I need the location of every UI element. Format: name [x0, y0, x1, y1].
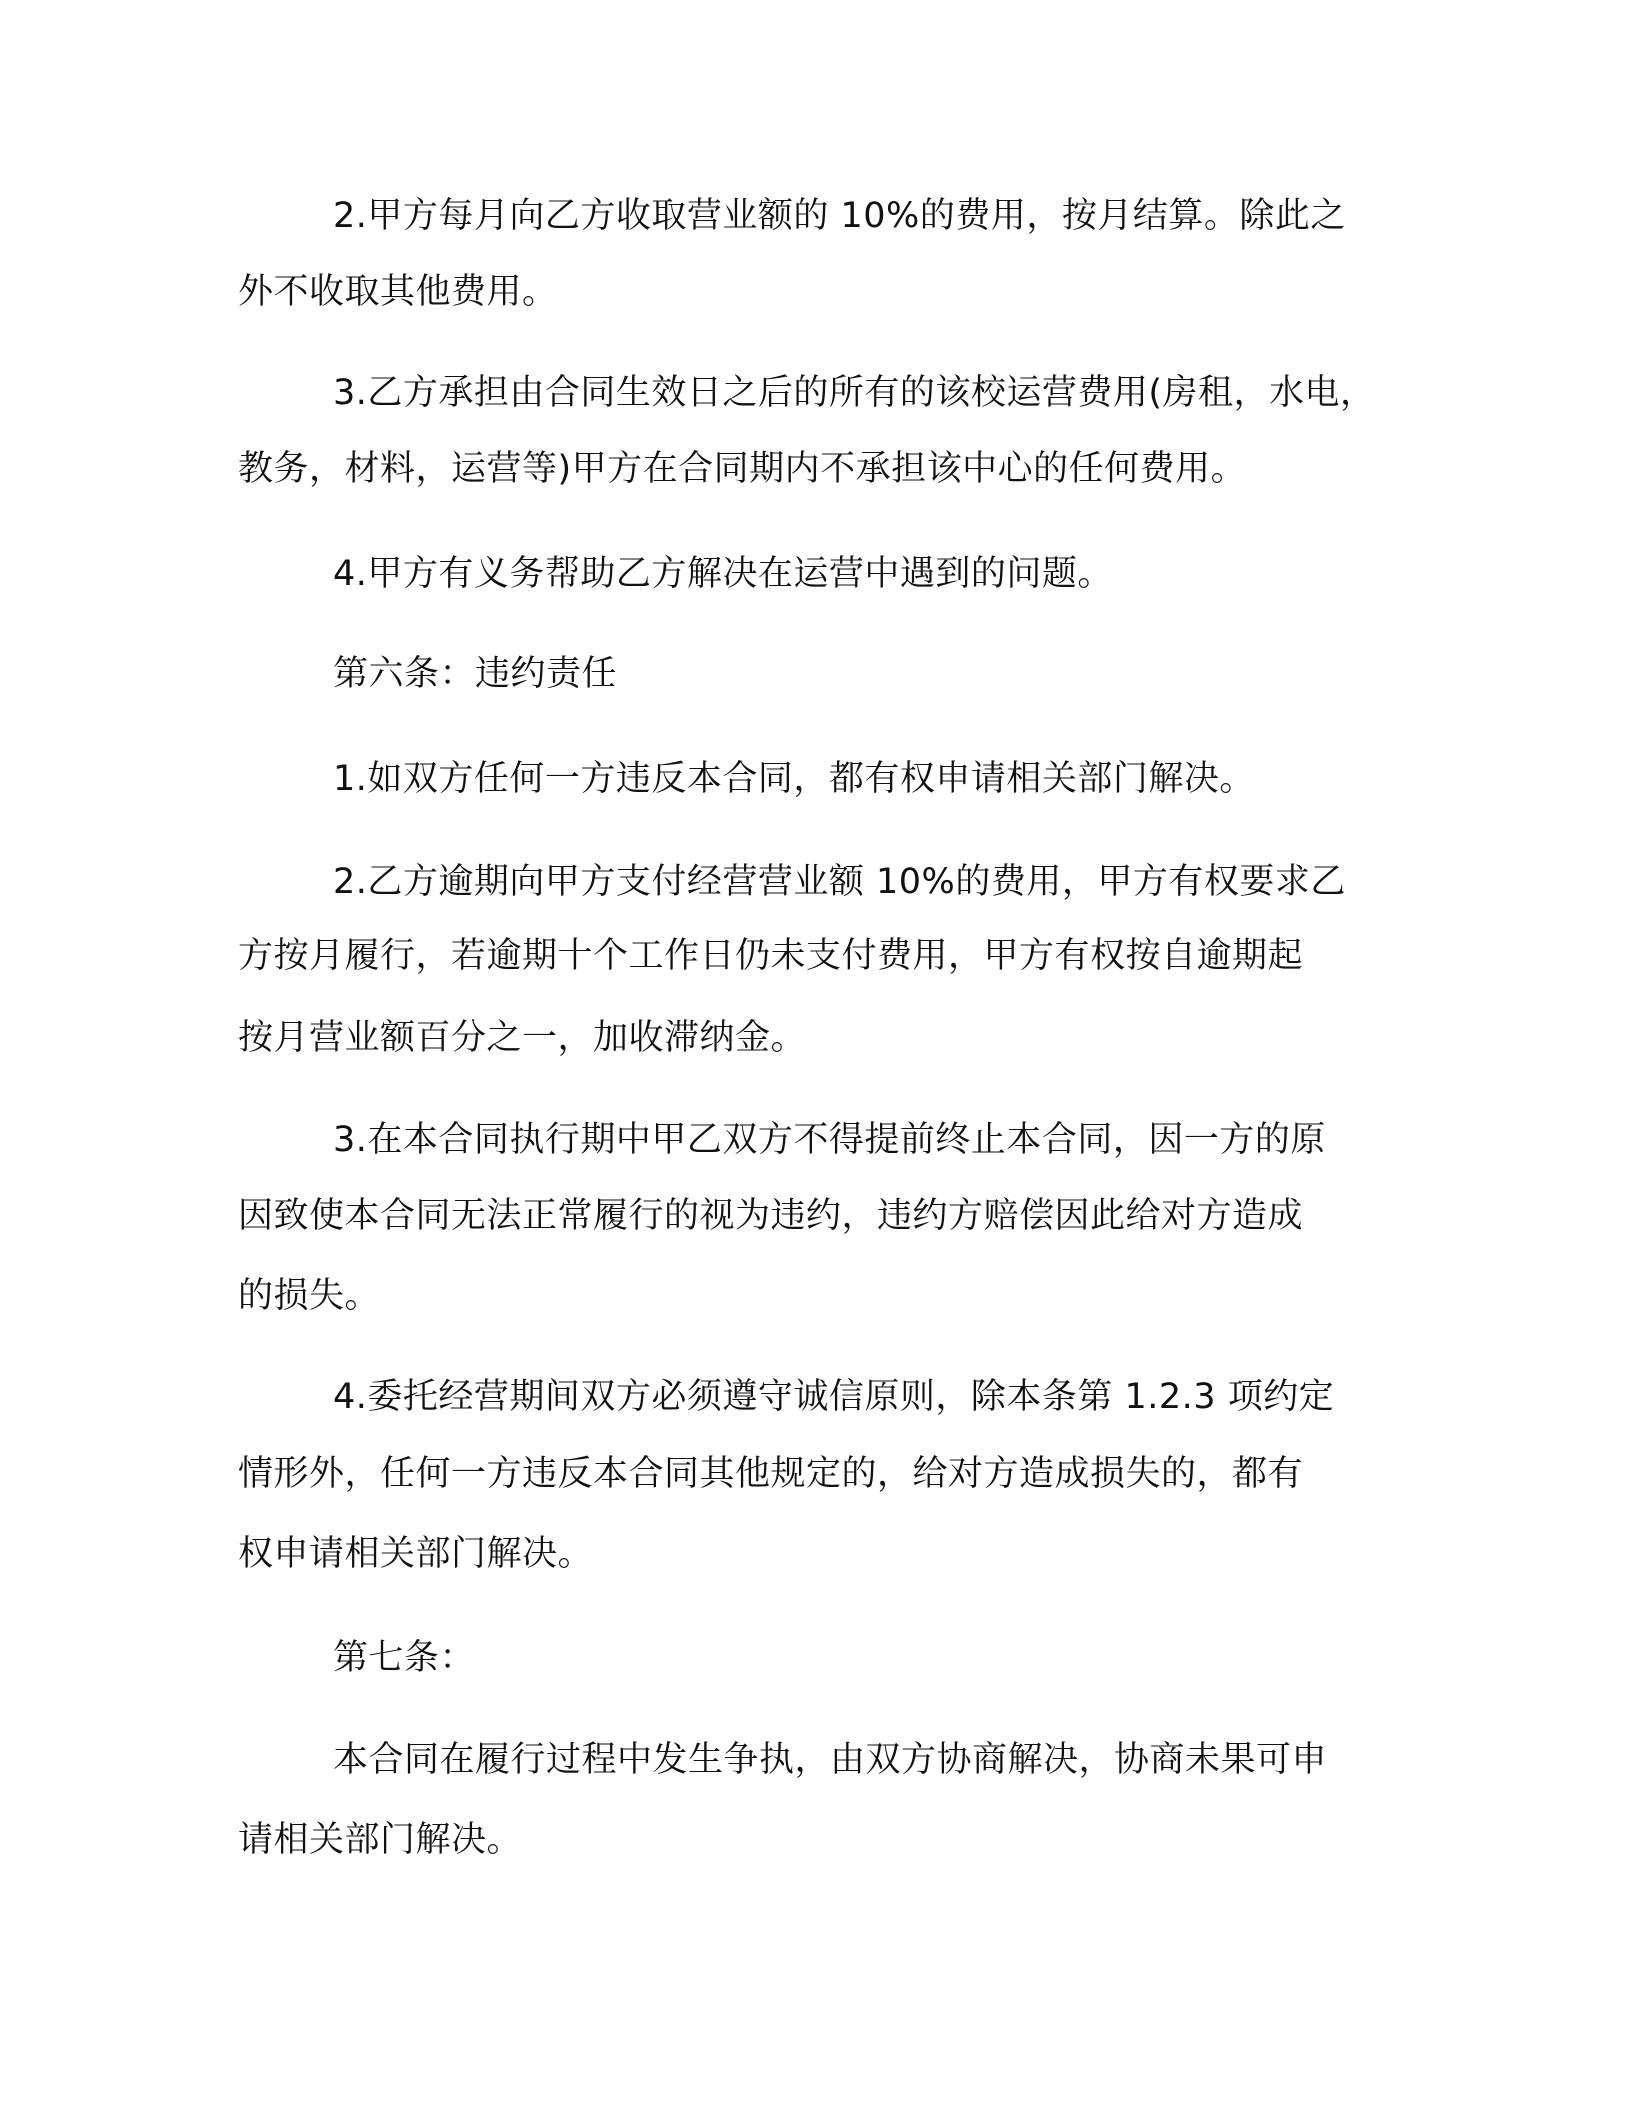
clause-5-item-3-line-1: 3.乙方承担由合同生效日之后的所有的该校运营费用(房租，水电，: [333, 373, 1376, 413]
clause-6-item-1: 1.如双方任何一方违反本合同，都有权申请相关部门解决。: [333, 759, 1255, 799]
clause-6-item-2-line-3: 按月营业额百分之一，加收滞纳金。: [238, 1018, 807, 1058]
clause-5-item-3-line-2: 教务，材料，运营等)甲方在合同期内不承担该中心的任何费用。: [238, 449, 1247, 489]
clause-7-heading: 第七条：: [333, 1638, 476, 1678]
clause-6-item-4-line-3: 权申请相关部门解决。: [238, 1534, 594, 1574]
clause-6-item-2-line-2: 方按月履行，若逾期十个工作日仍未支付费用，甲方有权按自逾期起: [238, 936, 1304, 976]
clause-5-item-4: 4.甲方有义务帮助乙方解决在运营中遇到的问题。: [333, 554, 1113, 594]
clause-6-item-4-line-1: 4.委托经营期间双方必须遵守诚信原则，除本条第 1.2.3 项约定: [333, 1377, 1335, 1417]
clause-7-body-line-2: 请相关部门解决。: [238, 1820, 523, 1860]
clause-6-item-3-line-3: 的损失。: [238, 1276, 381, 1316]
clause-6-item-2-line-1: 2.乙方逾期向甲方支付经营营业额 10%的费用，甲方有权要求乙: [333, 862, 1346, 902]
clause-5-item-2-line-2: 外不收取其他费用。: [238, 272, 558, 312]
clause-5-item-2-line-1: 2.甲方每月向乙方收取营业额的 10%的费用，按月结算。除此之: [333, 196, 1346, 236]
clause-6-item-4-line-2: 情形外，任何一方违反本合同其他规定的，给对方造成损失的，都有: [238, 1454, 1304, 1494]
clause-6-item-3-line-2: 因致使本合同无法正常履行的视为违约，违约方赔偿因此给对方造成: [238, 1196, 1304, 1236]
clause-6-item-3-line-1: 3.在本合同执行期中甲乙双方不得提前终止本合同，因一方的原: [333, 1120, 1326, 1160]
clause-6-heading: 第六条：违约责任: [333, 654, 618, 694]
clause-7-body-line-1: 本合同在履行过程中发生争执，由双方协商解决，协商未果可申: [333, 1740, 1328, 1780]
